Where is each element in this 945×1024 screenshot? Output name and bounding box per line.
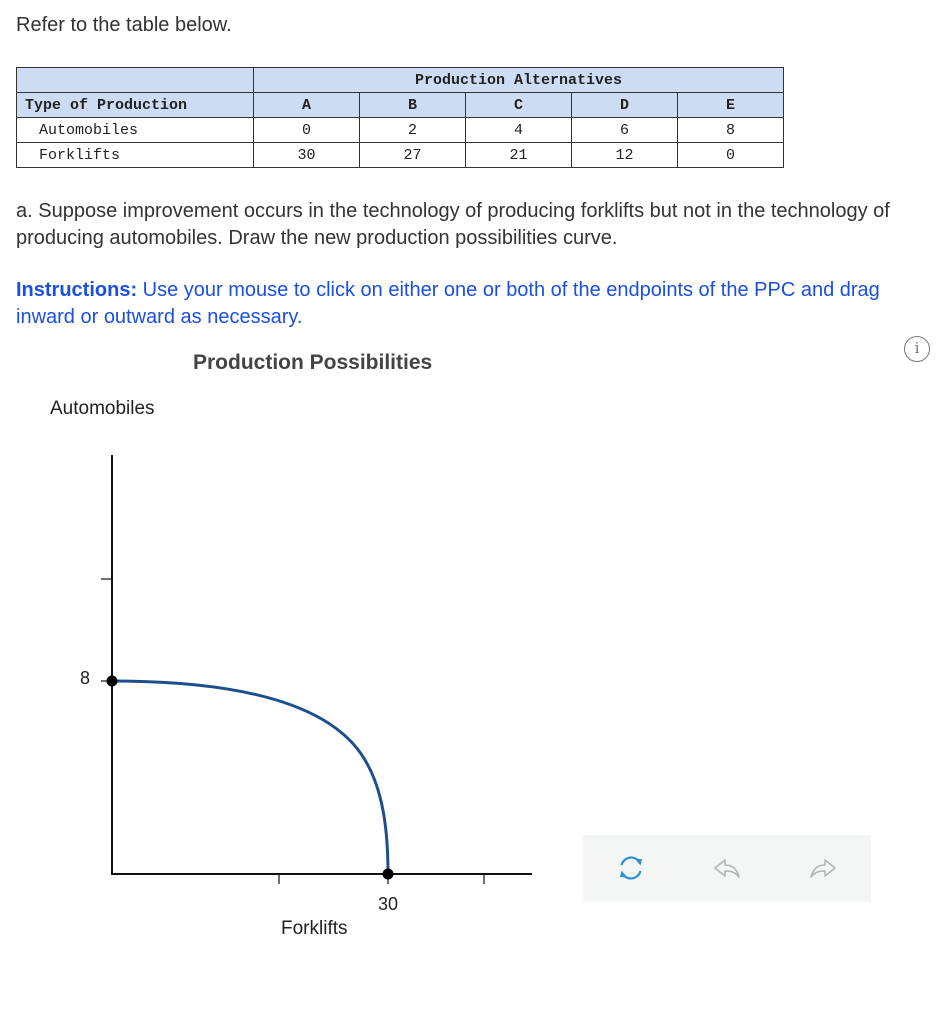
table-col-header: A: [254, 93, 360, 118]
ppc-endpoint-automobiles[interactable]: [107, 676, 118, 687]
graph-title: Production Possibilities: [193, 351, 433, 374]
table-col-header: E: [678, 93, 784, 118]
table-cell: 2: [360, 118, 466, 143]
table-cell: 0: [254, 118, 360, 143]
y-axis-label: Automobiles: [50, 398, 155, 419]
table-col-header: C: [466, 93, 572, 118]
table-cell: 30: [254, 143, 360, 168]
undo-icon: [709, 850, 745, 886]
instructions-body: Use your mouse to click on either one or both of the endpoints of the PPC and drag inward or outward as necessary.: [16, 279, 880, 328]
table-col-header: B: [360, 93, 466, 118]
info-icon[interactable]: i: [904, 336, 930, 362]
ppc-endpoint-forklifts[interactable]: [383, 869, 394, 880]
table-cell: 12: [572, 143, 678, 168]
table-cell: 6: [572, 118, 678, 143]
redo-icon: [805, 850, 841, 886]
graph-toolbar: [583, 835, 871, 902]
question-text: a. Suppose improvement occurs in the technology of producing forklifts but not in the technology of producing automobiles. Draw the new production possibilities curve.: [16, 200, 890, 249]
table-cell: 21: [466, 143, 572, 168]
instructions-label: Instructions:: [16, 279, 138, 301]
ppc-curve: [112, 681, 388, 874]
reset-button[interactable]: [613, 850, 649, 886]
table-cell: 8: [678, 118, 784, 143]
y-tick-label: 8: [80, 668, 91, 688]
table-type-header: Type of Production: [17, 93, 254, 118]
row-label: Forklifts: [17, 143, 254, 168]
row-label: Automobiles: [17, 118, 254, 143]
reset-icon: [613, 850, 649, 886]
x-tick-label: 30: [378, 894, 399, 914]
table-col-header: D: [572, 93, 678, 118]
redo-button[interactable]: [805, 850, 841, 886]
table-group-header: Production Alternatives: [254, 68, 784, 93]
table-cell: 0: [678, 143, 784, 168]
intro-text: Refer to the table below.: [16, 14, 232, 36]
undo-button[interactable]: [709, 850, 745, 886]
x-axis-label: Forklifts: [281, 918, 348, 939]
table-cell: 27: [360, 143, 466, 168]
table-cell: 4: [466, 118, 572, 143]
